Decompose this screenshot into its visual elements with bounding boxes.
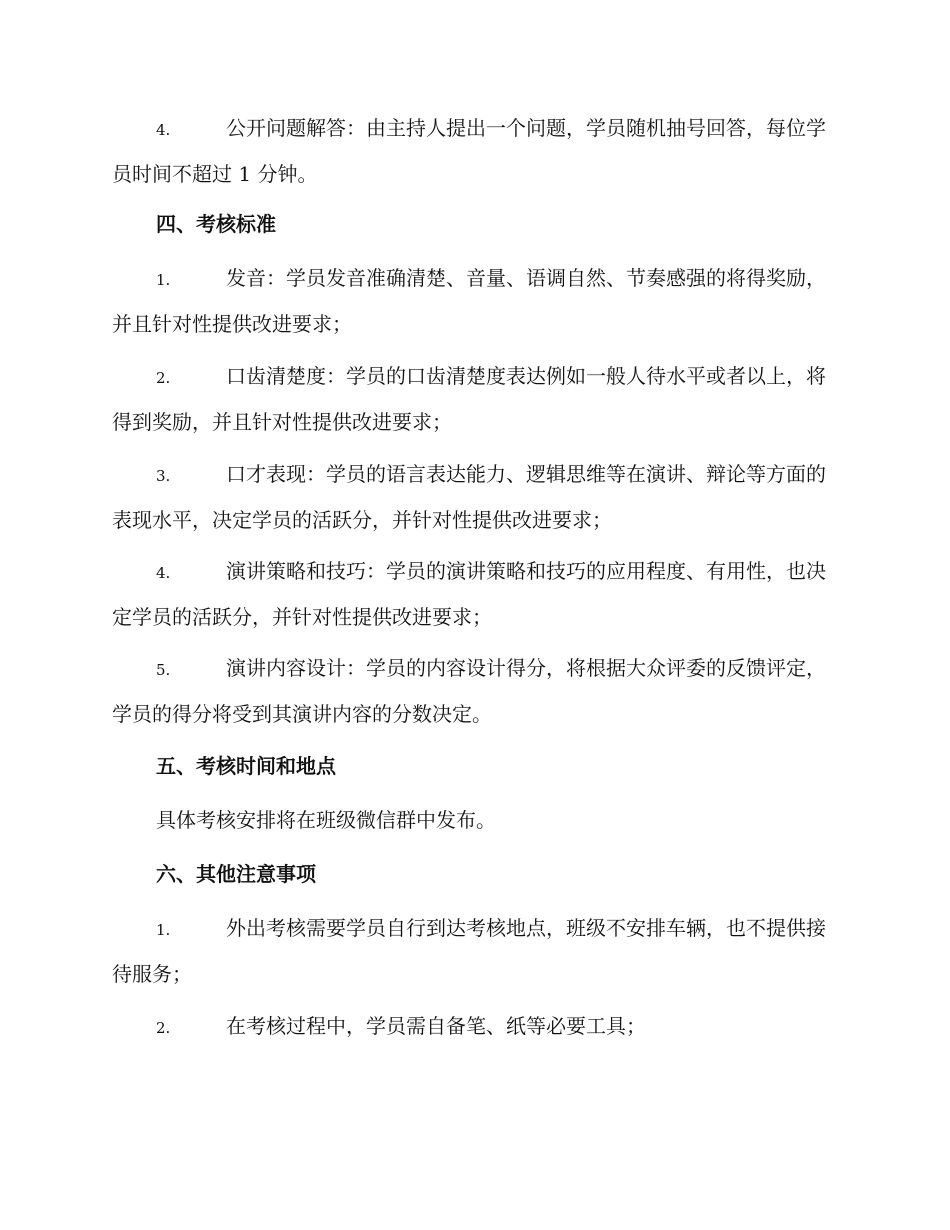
item-text: 发音：学员发音准确清楚、音量、语调自然、节奏感强的将得奖励，并且针对性提供改进要求；: [112, 266, 826, 336]
item-text: 口齿清楚度：学员的口齿清楚度表达例如一般人待水平或者以上，将得到奖励，并且针对性提供改进要求；: [112, 364, 826, 434]
list-item: [112, 549, 834, 639]
item-number: 2.: [156, 369, 171, 387]
item-number: 5.: [156, 661, 171, 679]
list-item: [112, 354, 834, 444]
item-text: 口才表现：学员的语言表达能力、逻辑思维等在演讲、辩论等方面的表现水平，决定学员的活跃分，并针对性提供改进要求；: [112, 462, 826, 532]
section-heading: 五、考核时间和地点: [156, 754, 336, 778]
item-text: 公开问题解答：由主持人提出一个问题，学员随机抽号回答，每位学员时间不超过 1 分钟。: [112, 116, 826, 186]
item-text: 演讲策略和技巧：学员的演讲策略和技巧的应用程度、有用性，也决定学员的活跃分，并针对性提供改进要求；: [112, 559, 826, 629]
item-number: 2.: [156, 1019, 171, 1037]
item-number: 3.: [156, 467, 171, 485]
list-item: [112, 106, 834, 196]
section-heading: 六、其他注意事项: [156, 862, 316, 886]
item-number: 1.: [156, 271, 171, 289]
item-text: 外出考核需要学员自行到达考核地点，班级不安排车辆，也不提供接待服务；: [112, 916, 826, 986]
list-item: [112, 646, 834, 736]
item-number: 4.: [156, 121, 171, 139]
list-item: [112, 256, 834, 346]
item-text: 在考核过程中，学员需自备笔、纸等必要工具；: [226, 1014, 646, 1038]
section-heading: 四、考核标准: [156, 212, 276, 236]
list-item: [112, 1004, 834, 1050]
item-number: 4.: [156, 564, 171, 582]
item-text: 演讲内容设计：学员的内容设计得分，将根据大众评委的反馈评定，学员的得分将受到其演讲内容的分数决定。: [112, 656, 826, 726]
paragraph: 具体考核安排将在班级微信群中发布。: [156, 808, 496, 832]
list-item: [112, 452, 834, 542]
item-number: 1.: [156, 921, 171, 939]
list-item: [112, 906, 834, 996]
